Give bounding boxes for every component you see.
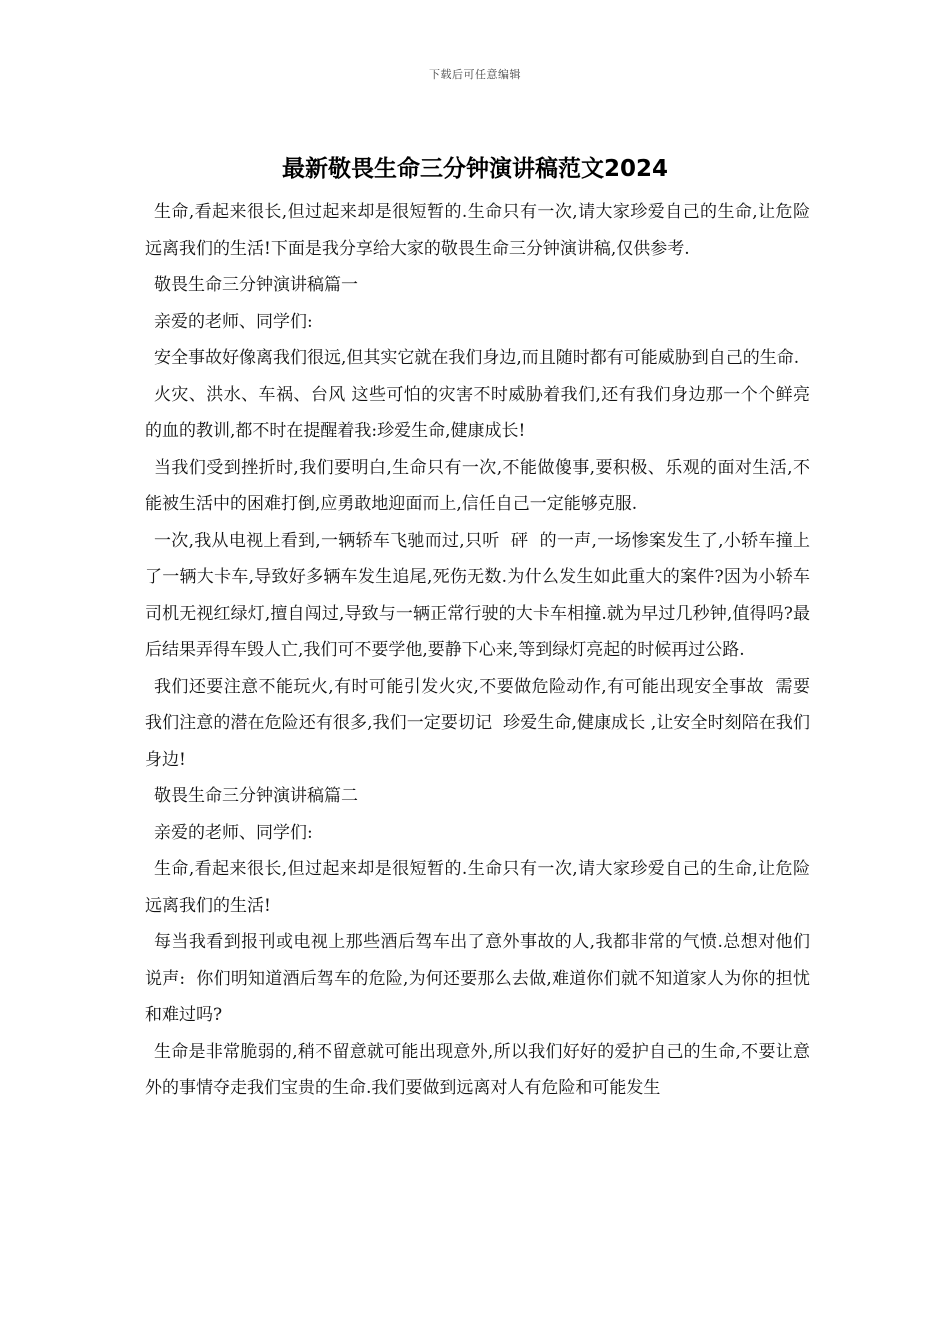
- paragraph: 我们还要注意不能玩火,有时可能引发火灾,不要做危险动作,有可能出现安全事故 需要我们注意的潜在危险还有很多,我们一定要切记 珍爱生命,健康成长 ,让安全时刻陪在我们身边!: [145, 676, 810, 770]
- header-note: 下载后可任意编辑: [429, 68, 521, 81]
- document-title: 最新敬畏生命三分钟演讲稿范文2024: [281, 156, 668, 182]
- salutation-1: 亲爱的老师、同学们:: [154, 311, 313, 332]
- paragraph-intro: 生命,看起来很长,但过起来却是很短暂的.生命只有一次,请大家珍爱自己的生命,让危险远离我们的生活!下面是我分享给大家的敬畏生命三分钟演讲稿,仅供参考.: [145, 202, 810, 259]
- document-body: [145, 194, 810, 1107]
- paragraph: 一次,我从电视上看到,一辆轿车飞驰而过,只听 砰 的一声,一场惨案发生了,小轿车撞上了一辆大卡车,导致好多辆车发生追尾,死伤无数.为什么发生如此重大的案件?因为小轿车司机无视红绿灯,擅自闯过,导致与一辆正常行驶的大卡车相撞.就为早过几秒钟,值得吗?最后结果弄得车毁人亡,我们可不要学他,要静下心来,等到绿灯亮起的时候再过公路.: [145, 530, 810, 660]
- paragraph: 生命是非常脆弱的,稍不留意就可能出现意外,所以我们好好的爱护自己的生命,不要让意外的事情夺走我们宝贵的生命.我们要做到远离对人有危险和可能发生: [145, 1041, 810, 1098]
- paragraph: 每当我看到报刊或电视上那些酒后驾车出了意外事故的人,我都非常的气愤.总想对他们说声: 你们明知道酒后驾车的危险,为何还要那么去做,难道你们就不知道家人为你的担忧和难过吗?: [145, 932, 810, 1025]
- salutation-2: 亲爱的老师、同学们:: [154, 822, 313, 843]
- section-heading-2: 敬畏生命三分钟演讲稿篇二: [154, 786, 358, 806]
- paragraph: 生命,看起来很长,但过起来却是很短暂的.生命只有一次,请大家珍爱自己的生命,让危险远离我们的生活!: [145, 859, 810, 916]
- paragraph: 安全事故好像离我们很远,但其实它就在我们身边,而且随时都有可能威胁到自己的生命.: [154, 348, 800, 368]
- paragraph: 当我们受到挫折时,我们要明白,生命只有一次,不能做傻事,要积极、乐观的面对生活,不能被生活中的困难打倒,应勇敢地迎面而上,信任自己一定能够克服.: [145, 457, 810, 514]
- paragraph: 火灾、洪水、车祸、台风 这些可怕的灾害不时威胁着我们,还有我们身边那一个个鲜亮的血的教训,都不时在提醒着我:珍爱生命,健康成长!: [145, 384, 810, 441]
- section-heading-1: 敬畏生命三分钟演讲稿篇一: [154, 275, 358, 295]
